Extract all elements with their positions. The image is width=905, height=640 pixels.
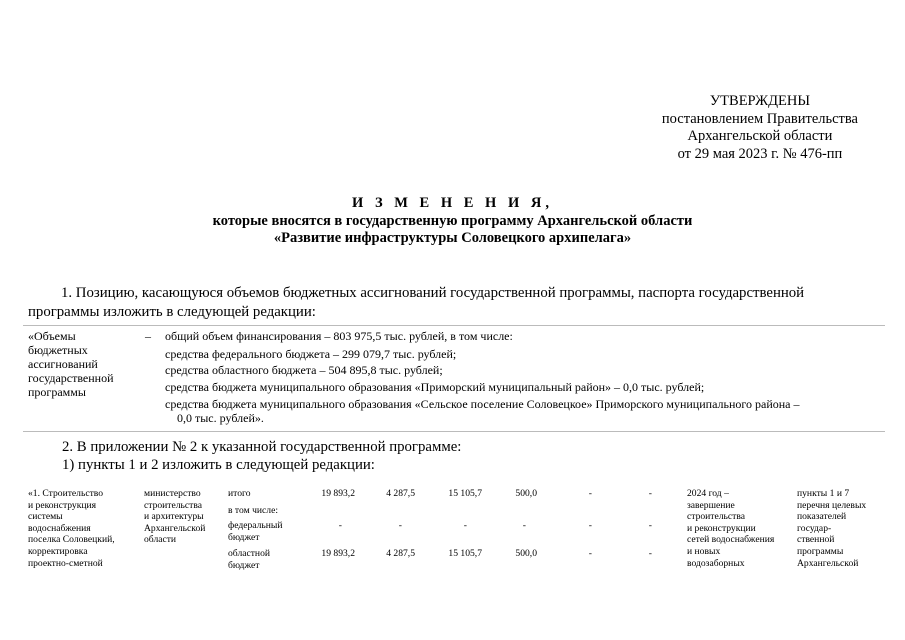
table-cell-line: завершение [687, 499, 735, 511]
table-cell-value: 15 105,7 [448, 488, 482, 499]
financing-line: 0,0 тыс. рублей». [177, 411, 264, 425]
table-cell-line: перечня целевых [797, 499, 867, 511]
table-cell-value: 19 893,2 [321, 488, 355, 499]
table-cell-line: и новых [687, 545, 721, 557]
table-cell-value: - [648, 520, 652, 531]
table-cell-line: поселка Соловецкий, [28, 534, 115, 546]
position-label-line: бюджетных [28, 343, 88, 357]
table-cell-line: областной [228, 548, 271, 559]
title-line: «Развитие инфраструктуры Соловецкого архипелага» [273, 230, 632, 246]
position-label-line: государственной [28, 371, 114, 385]
table-cell-line: водоснабжения [28, 522, 91, 534]
position-label [28, 329, 114, 399]
section-1-line: 1. Позицию, касающуюся объемов бюджетных ассигнований государственной программы, паспорта государственной [61, 285, 805, 301]
section-1-line: программы изложить в следующей редакции: [28, 304, 316, 320]
table-col-executor [144, 488, 205, 546]
table-cell-line: и архитектуры [144, 511, 204, 523]
document-title [0, 195, 905, 248]
position-label-line: программы [28, 385, 86, 399]
table-cell-value: 500,0 [515, 488, 537, 499]
financing-line: средства федерального бюджета – 299 079,7 тыс. рублей; [165, 347, 457, 361]
approval-block [662, 93, 858, 163]
section-1-paragraph [28, 284, 883, 322]
table-cell-line: проектно-сметной [28, 557, 103, 569]
table-col-event [28, 488, 115, 569]
table-cell-line: бюджет [228, 559, 260, 571]
approval-line: Архангельской области [687, 128, 833, 144]
table-cell-value: - [522, 520, 526, 531]
table-cell-value: 4 287,5 [386, 548, 415, 559]
table-cell-line: строительства [687, 511, 746, 523]
table-cell-value: - [588, 488, 592, 499]
table-cell-value: - [398, 520, 402, 531]
table-row-label [228, 520, 283, 543]
table-cell-line: корректировка [28, 545, 88, 557]
table-cell-line: Архангельской [797, 557, 859, 569]
financing-line: средства бюджета муниципального образования «Приморский муниципальный район» – 0,0 тыс. рублей; [165, 380, 705, 394]
approval-line: постановлением Правительства [661, 110, 858, 127]
table-cell-line: и реконструкция [28, 499, 97, 511]
table-cell-line: «1. Строительство [28, 488, 104, 499]
table-cell-line: показателей [797, 511, 847, 523]
table-cell-value: - [588, 548, 592, 559]
table-col-result [687, 488, 774, 569]
table-cell-value: - [648, 548, 652, 559]
table-cell-line: федеральный [228, 520, 283, 531]
table-col-indicators [797, 488, 866, 569]
table-cell-line: программы [797, 545, 844, 557]
table-cell-line: 2024 год – [687, 488, 729, 499]
financing-line: общий объем финансирования – 803 975,5 тыс. рублей, в том числе: [165, 329, 513, 343]
table-cell-line: строительства [144, 499, 203, 511]
table-cell-value: 19 893,2 [321, 548, 355, 559]
table-cell-value: - [588, 520, 592, 531]
table-cell-value: - [648, 488, 652, 499]
financing-line: средства областного бюджета – 504 895,8 тыс. рублей; [165, 363, 443, 377]
section-2-line: 2. В приложении № 2 к указанной государственной программе: [62, 439, 462, 455]
table-row-label: итого [228, 488, 251, 499]
table-cell-line: водозаборных [687, 557, 745, 569]
table-cell-line: ственной [797, 534, 835, 546]
title-line: которые вносятся в государственную программу Архангельской области [212, 212, 693, 229]
position-label-line: ассигнований [28, 357, 98, 371]
table-cell-value: - [338, 520, 342, 531]
table-cell-line: бюджет [228, 531, 260, 543]
approval-line: УТВЕРЖДЕНЫ [709, 93, 810, 109]
table-cell-line: и реконструкции [687, 522, 756, 534]
table-cell-value: 500,0 [515, 548, 537, 559]
table-cell-line: министерство [144, 488, 201, 499]
financing-line: средства бюджета муниципального образования «Сельское поселение Соловецкое» Приморского муниципального района – [165, 397, 800, 411]
position-label-line: «Объемы [28, 329, 76, 343]
table-cell-line: области [144, 534, 177, 546]
table-row-label [228, 548, 270, 571]
position-dash: – [145, 329, 151, 343]
approval-line: от 29 мая 2023 г. № 476-пп [677, 145, 843, 162]
table-cell-line: Архангельской [144, 522, 206, 534]
table-cell-line: системы [28, 511, 63, 523]
table-cell-line: государ- [797, 522, 832, 534]
table-cell-value: 4 287,5 [386, 488, 415, 499]
table-cell-value: - [463, 520, 467, 531]
table-cell-line: сетей водоснабжения [687, 534, 775, 546]
table-cell-line: пункты 1 и 7 [797, 488, 850, 499]
table-row-label: в том числе: [228, 505, 279, 516]
section-2-line: 1) пункты 1 и 2 изложить в следующей редакции: [62, 457, 375, 473]
table-cell-value: 15 105,7 [448, 548, 482, 559]
title-heading: И З М Е Н Е Н И Я, [352, 195, 553, 211]
